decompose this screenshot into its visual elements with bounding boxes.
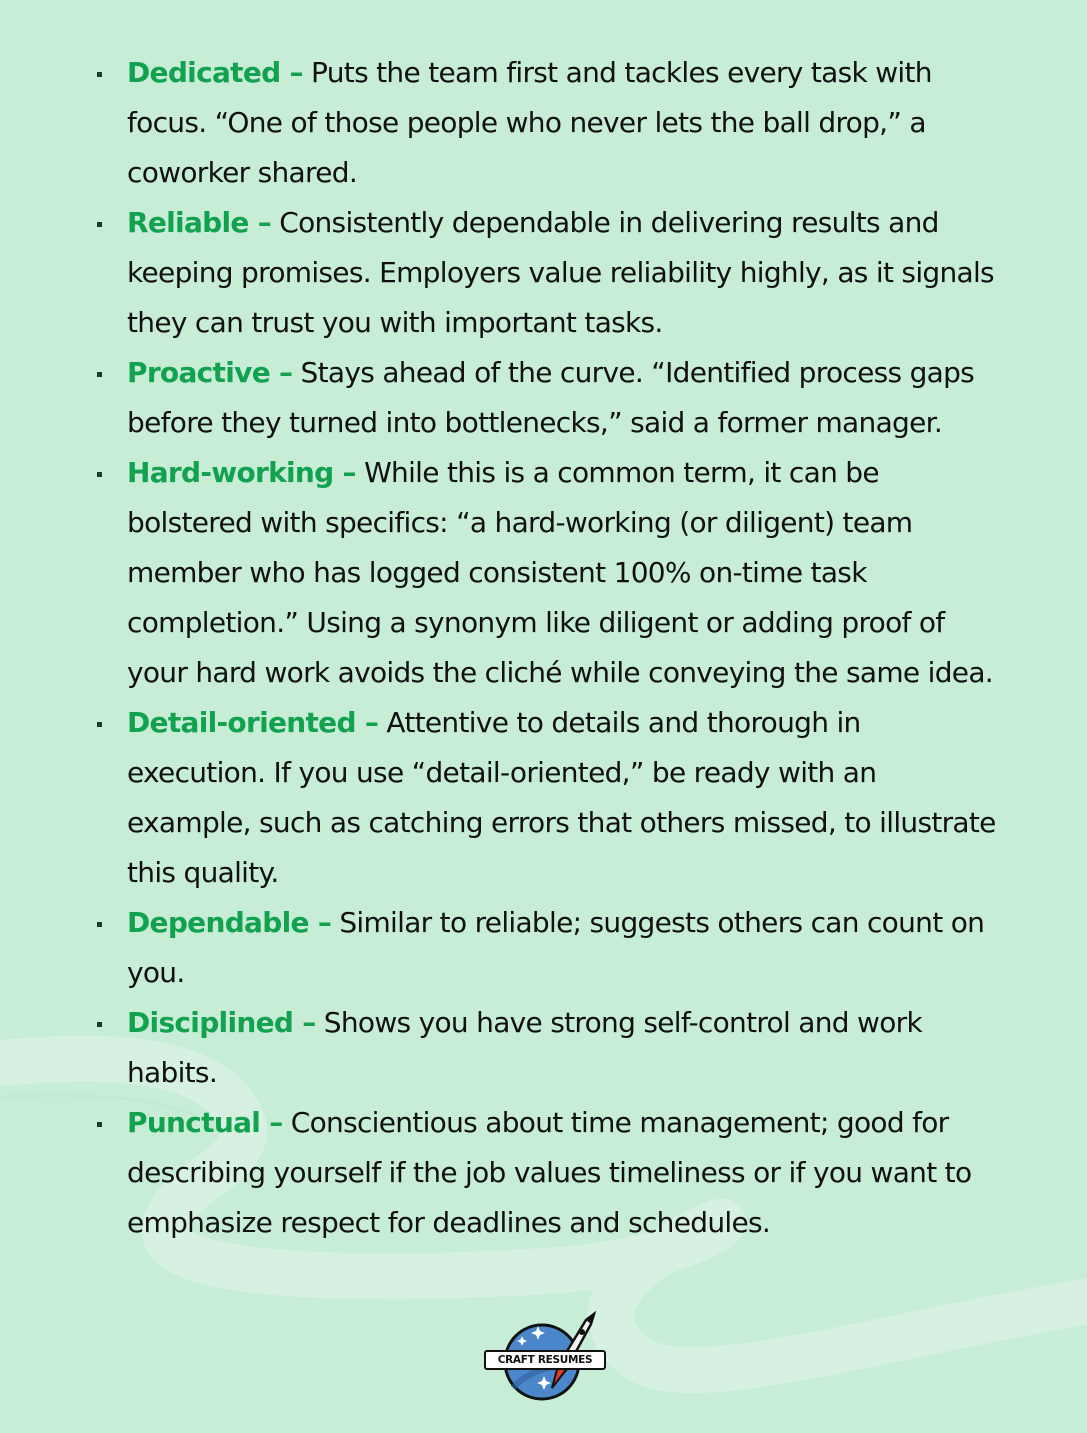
list-item	[127, 448, 997, 698]
content	[0, 48, 1087, 1248]
item-term: Dependable –	[127, 906, 332, 939]
traits-list	[0, 48, 1087, 1248]
list-item	[127, 1098, 997, 1248]
logo-text: CRAFT RESUMES	[484, 1350, 606, 1370]
item-description: Conscientious about time management; good for describing yourself if the job values timeliness or if you want to emphasize respect for deadlines and schedules.	[127, 1106, 972, 1239]
bullet-icon	[97, 898, 103, 948]
item-term: Proactive –	[127, 356, 293, 389]
item-term: Dedicated –	[127, 56, 303, 89]
list-item	[127, 48, 997, 198]
item-description: Similar to reliable; suggests others can count on you.	[127, 906, 985, 989]
bullet-icon	[97, 698, 103, 748]
list-item	[127, 698, 997, 898]
item-term: Detail-oriented –	[127, 706, 379, 739]
bullet-icon	[97, 198, 103, 248]
item-term: Disciplined –	[127, 1006, 316, 1039]
item-description: Puts the team first and tackles every task with focus. “One of those people who never lets the ball drop,” a coworker shared.	[127, 56, 932, 189]
item-description: Stays ahead of the curve. “Identified process gaps before they turned into bottlenecks,” said a former manager.	[127, 356, 975, 439]
list-item	[127, 348, 997, 448]
item-term: Hard-working –	[127, 456, 356, 489]
item-term: Reliable –	[127, 206, 272, 239]
bullet-icon	[97, 1098, 103, 1148]
bullet-icon	[97, 448, 103, 498]
list-item	[127, 898, 997, 998]
bullet-icon	[97, 998, 103, 1048]
item-description: Attentive to details and thorough in execution. If you use “detail-oriented,” be ready with an example, such as catching errors that others missed, to illustrate this quality.	[127, 706, 996, 889]
list-item	[127, 198, 997, 348]
bullet-icon	[97, 348, 103, 398]
list-item	[127, 998, 997, 1098]
item-description: While this is a common term, it can be bolstered with specifics: “a hard-working (or diligent) team member who has logged consistent 100% on-time task completion.” Using a synonym like diligent or adding proof of your hard work avoids the cliché while conveying the same idea.	[127, 456, 993, 689]
bullet-icon	[97, 48, 103, 98]
item-term: Punctual –	[127, 1106, 283, 1139]
item-description: Shows you have strong self-control and work habits.	[127, 1006, 922, 1089]
craft-resumes-logo	[478, 1306, 610, 1402]
item-description: Consistently dependable in delivering results and keeping promises. Employers value reliability highly, as it signals they can trust you with important tasks.	[127, 206, 994, 339]
